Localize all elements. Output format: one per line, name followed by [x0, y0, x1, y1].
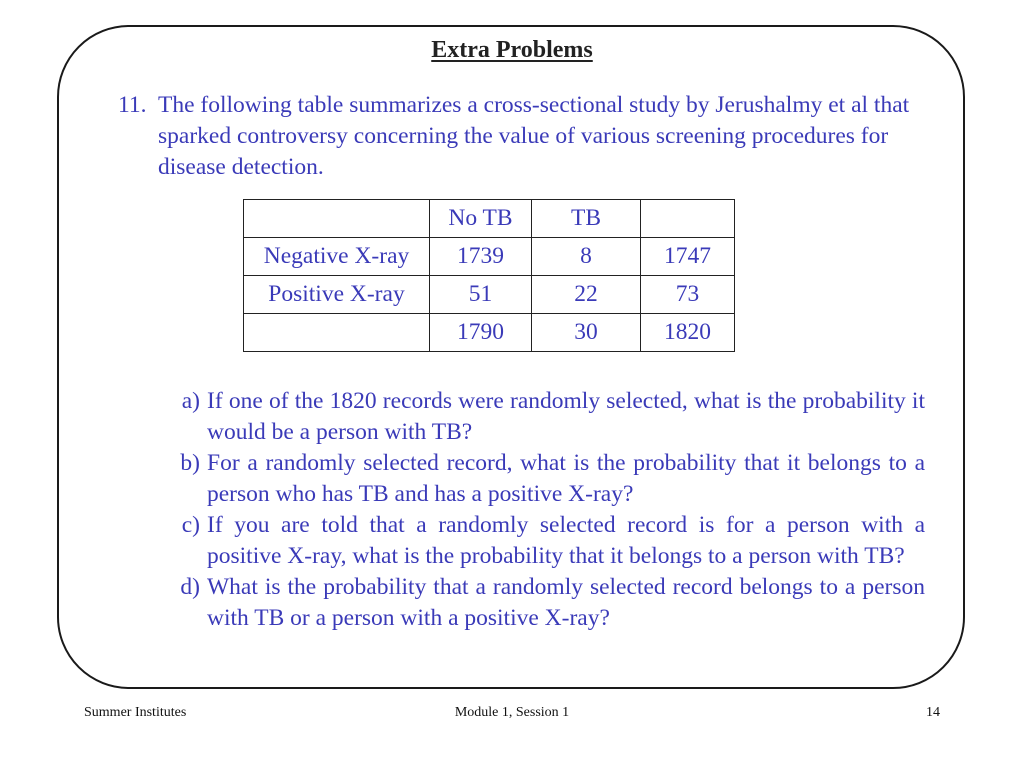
- table-cell: No TB: [430, 200, 532, 238]
- table-cell: [244, 314, 430, 352]
- contingency-table: [243, 199, 735, 352]
- question-label: a): [181, 388, 200, 414]
- table-cell: TB: [532, 200, 641, 238]
- question-label: b): [180, 450, 200, 476]
- table-cell: 1747: [641, 238, 735, 276]
- question-text: For a randomly selected record, what is the probability that it belongs to a person who has TB and has a positive X-ray?: [207, 450, 925, 507]
- problem-number: 11.: [118, 92, 147, 118]
- question-item: [160, 510, 925, 572]
- table-cell: 1739: [430, 238, 532, 276]
- question-item: [160, 572, 925, 634]
- table-cell: 51: [430, 276, 532, 314]
- table-row: [244, 314, 735, 352]
- table-cell: Negative X-ray: [244, 238, 430, 276]
- table-row: [244, 276, 735, 314]
- table-cell: 1820: [641, 314, 735, 352]
- table-cell: 8: [532, 238, 641, 276]
- table-cell: [641, 200, 735, 238]
- question-list: [160, 386, 925, 634]
- table-cell: 30: [532, 314, 641, 352]
- footer-left-text: Summer Institutes: [84, 705, 187, 720]
- question-item: [160, 448, 925, 510]
- problem-intro: [118, 90, 918, 183]
- table-cell: Positive X-ray: [244, 276, 430, 314]
- table-row: [244, 238, 735, 276]
- question-label: c): [181, 512, 200, 538]
- table-cell: 22: [532, 276, 641, 314]
- problem-text: The following table summarizes a cross-sectional study by Jerushalmy et al that sparked controversy concerning the value of various screening procedures for disease detection.: [158, 92, 910, 180]
- footer-center-text: Module 1, Session 1: [454, 705, 570, 720]
- question-text: If you are told that a randomly selected record is for a person with a positive X-ray, what is the probability that it belongs to a person with TB?: [207, 512, 925, 569]
- question-item: [160, 386, 925, 448]
- question-text: If one of the 1820 records were randomly selected, what is the probability it would be a person with TB?: [207, 388, 925, 445]
- page-number: 14: [926, 705, 940, 720]
- question-label: d): [180, 574, 200, 600]
- table-cell: 73: [641, 276, 735, 314]
- question-text: What is the probability that a randomly selected record belongs to a person with TB or a person with a positive X-ray?: [207, 574, 925, 631]
- table-row: [244, 200, 735, 238]
- table-cell: 1790: [430, 314, 532, 352]
- page-title: Extra Problems: [431, 37, 593, 63]
- table-cell: [244, 200, 430, 238]
